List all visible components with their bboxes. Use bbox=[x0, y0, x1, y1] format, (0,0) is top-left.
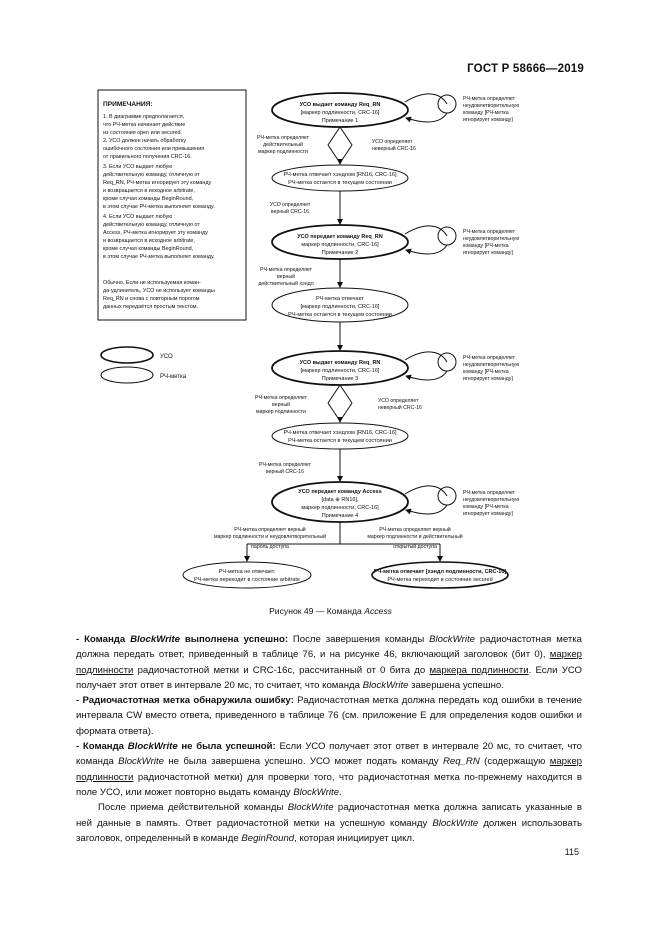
svg-text:Обычно, Если не используемая к: Обычно, Если не используемая коман- bbox=[103, 280, 201, 286]
r3-label-4: игнорирует команду] bbox=[463, 250, 513, 256]
svg-text:2. УСО должен начать обработку: 2. УСО должен начать обработку bbox=[103, 138, 187, 144]
n7-line1: УСО передает команду Access bbox=[298, 489, 382, 495]
page-number: 115 bbox=[564, 847, 579, 857]
paragraph-failure: - Команда BlockWrite не была успешной: Если УСО получает этот ответ в интервале 20 мс, то считает, что команда BlockWrite не была завершена успешно. УСО может подать команду Req_RN (содержащую маркер подлинности радиочастотной метки) для проверки того, что радиочастотная метка по-прежнему находится в поле УСО, или может повторно выдать команду BlockWrite. bbox=[76, 741, 582, 798]
svg-text:в этом случае РЧ-метка выполня: в этом случае РЧ-метка выполняет команду. bbox=[103, 254, 215, 260]
r5-label-2: неудовлетворительную bbox=[463, 362, 520, 368]
end-left-line1: РЧ-метка не отвечает. bbox=[218, 569, 276, 575]
svg-text:от правильного получения CRC-1: от правильного получения CRC-16. bbox=[103, 154, 192, 160]
svg-text:ошибочного состояния или превы: ошибочного состояния или превышения bbox=[103, 146, 205, 152]
b-right-label-3: открытый доступа bbox=[393, 544, 437, 550]
svg-text:что РЧ-метка начинает действие: что РЧ-метка начинает действие bbox=[103, 122, 186, 128]
l6-label-2: верный CRC-16 bbox=[265, 469, 305, 475]
r7-label-1: РЧ-метка определяет bbox=[463, 490, 516, 496]
svg-text:из состояния open или secured.: из состояния open или secured. bbox=[103, 130, 182, 136]
svg-text:в этом случае РЧ-метка выполня: в этом случае РЧ-метка выполняет команду. bbox=[103, 204, 215, 210]
svg-text:и возвращается в исходное arbi: и возвращается в исходное arbitrate, bbox=[103, 188, 195, 194]
d5-label-1: УСО определяет bbox=[378, 398, 419, 404]
n1-line3: Примечание 1 bbox=[321, 118, 359, 124]
end-right-line2: РЧ-метка переходит в состояние secured bbox=[387, 577, 493, 583]
b-left-label-1: РЧ-метка определяет верный bbox=[234, 527, 306, 533]
r3-label-1: РЧ-метка определяет bbox=[463, 229, 516, 235]
svg-text:1. В диаграмме предполагается,: 1. В диаграмме предполагается, bbox=[103, 114, 185, 120]
l5-label-1: РЧ-метка определяет bbox=[254, 395, 308, 401]
r5-label-4: игнорирует команду] bbox=[463, 376, 513, 382]
l5-label-2: верный bbox=[272, 402, 290, 408]
n4-line1: РЧ-метка отвечает bbox=[316, 296, 364, 302]
n1-line2: [маркер подлинности, CRC-16] bbox=[300, 110, 380, 116]
d1-label-2: неверный CRC-16 bbox=[372, 146, 416, 152]
n6-line2: РЧ-метка остается в текущем состоянии bbox=[288, 438, 392, 444]
svg-text:Access, РЧ-метка игнорирует эт: Access, РЧ-метка игнорирует эту команду bbox=[103, 230, 208, 236]
notes-title: ПРИМЕЧАНИЯ: bbox=[103, 101, 153, 108]
svg-text:действительную команду, отличн: действительную команду, отличную от bbox=[103, 222, 200, 228]
n1-line1: УСО выдает команду Req_RN bbox=[299, 102, 381, 108]
notes-text bbox=[103, 101, 215, 310]
n5-line2: [маркер подлинности, CRC-16] bbox=[300, 368, 380, 374]
standard-code: ГОСТ Р 58666—2019 bbox=[467, 63, 584, 75]
r7-label-3: команду [РЧ-метка bbox=[463, 504, 509, 510]
svg-text:кроме случая команды BeginRoun: кроме случая команды BeginRound, bbox=[103, 196, 194, 202]
l2-label-2: верный CRC-16 bbox=[270, 209, 310, 215]
l1-label-3: маркер подлинности bbox=[258, 149, 308, 155]
legend-rdr-label: УСО bbox=[160, 354, 173, 360]
n2-line2: РЧ-метка остается в текущем состоянии bbox=[288, 180, 392, 186]
node-tag-reply-handle-1 bbox=[272, 165, 408, 191]
r7-label-2: неудовлетворительную bbox=[463, 497, 520, 503]
n3-line1: УСО передает команду Req_RN bbox=[297, 234, 383, 240]
svg-text:4. Если УСО выдает любую: 4. Если УСО выдает любую bbox=[103, 214, 173, 220]
n5-line3: Примечание 3 bbox=[321, 376, 359, 382]
end-right-line1: РЧ-метка отвечает [хэндл подлинности, CRC-16] bbox=[373, 569, 507, 575]
b-left-label-3: пароль доступа bbox=[251, 544, 289, 550]
l1-label-1: РЧ-метка определяет bbox=[256, 135, 310, 141]
l2-label-1: УСО определяет bbox=[269, 202, 311, 208]
l6-label-1: РЧ-метка определяет bbox=[258, 462, 312, 468]
l3-label-3: действительный хэндл bbox=[258, 281, 314, 287]
r1-label-1: РЧ-метка определяет bbox=[463, 96, 516, 102]
legend-tag-label: РЧ-метка bbox=[160, 374, 187, 380]
svg-text:кроме случая команды BeginRoun: кроме случая команды BeginRound, bbox=[103, 246, 194, 252]
r3-label-3: команду [РЧ-метка bbox=[463, 243, 509, 249]
l1-label-2: действительный bbox=[263, 142, 303, 148]
svg-text:действительную команду, отличн: действительную команду, отличную от bbox=[103, 172, 200, 178]
n2-line1: РЧ-метка отвечает хэндлом [RN16, CRC-16] bbox=[283, 172, 397, 178]
node-tag-reply-handle-3 bbox=[272, 423, 408, 449]
r3-label-2: неудовлетворительную bbox=[463, 236, 520, 242]
r7-label-4: игнорирует команду] bbox=[463, 511, 513, 517]
end-left-line2: РЧ-метка переходит в состояние arbitrate bbox=[194, 577, 300, 583]
paragraph-success: - Команда BlockWrite выполнена успешно: После завершения команды BlockWrite радиочастотная метка должна передать ответ, приведенный в таблице 76, и на рисунке 46, включающий заголовок (бит 0), маркер подлинности радиочастотной метки и CRC-16с, рассчитанный от 0 бита до маркера подлинности. Если УСО получает этот ответ в интервале 20 мс, то считает, что команда BlockWrite завершена успешно. bbox=[76, 634, 582, 691]
n4-line3: РЧ-метка остается в текущем состоянии bbox=[288, 312, 392, 318]
paragraph-after-receipt: После приема действительной команды BlockWrite радиочастотная метка должна записать указанные в ней данные в память. Ответ радиочастотной метки на успешную команду BlockWrite должен использовать заголовок, определенный в команде BeginRound, которая инициирует цикл. bbox=[76, 802, 582, 844]
l3-label-2: верный bbox=[277, 274, 295, 280]
b-right-label-2: маркер подлинности и действительный bbox=[367, 534, 463, 540]
svg-text:да-удлинитель, УСО не использу: да-удлинитель, УСО не использует команды bbox=[103, 288, 215, 294]
l5-label-3: маркер подлинности bbox=[256, 409, 306, 415]
d1-label-1: УСО определяет bbox=[372, 139, 413, 145]
r1-label-3: команду [РЧ-метка bbox=[463, 110, 509, 116]
r5-label-3: команду [РЧ-метка bbox=[463, 369, 509, 375]
n6-line1: РЧ-метка отвечает хэндлом [RN16, CRC-16] bbox=[283, 430, 397, 436]
legend-tag-shape bbox=[101, 367, 153, 383]
svg-text:3. Если УСО выдает любую: 3. Если УСО выдает любую bbox=[103, 164, 173, 170]
svg-text:Req_RN и снова с повторным пор: Req_RN и снова с повторным порогом bbox=[103, 296, 200, 302]
r5-label-1: РЧ-метка определяет bbox=[463, 355, 516, 361]
r1-label-4: игнорирует команду] bbox=[463, 117, 513, 123]
r1-label-2: неудовлетворительную bbox=[463, 103, 520, 109]
svg-text:и возвращается в исходное arbi: и возвращается в исходное arbitrate, bbox=[103, 238, 195, 244]
node-end-arbitrate bbox=[183, 562, 311, 588]
n4-line2: [маркер подлинности, CRC-16] bbox=[300, 304, 380, 310]
n7-line4: Примечание 4 bbox=[321, 513, 359, 519]
n5-line1: УСО выдает команду Req_RN bbox=[299, 360, 381, 366]
n3-line2: маркер подлинности, CRC-16] bbox=[301, 242, 379, 248]
d5-label-2: неверный CRC-16 bbox=[378, 405, 422, 411]
paragraph-error: - Радиочастотная метка обнаружила ошибку: Радиочастотная метка должна передать код ошибки в течение интервала CW вместо ответа, приведенного в таблице 76 (см. приложение Е для определения кодов ошибки и формата ответа). bbox=[76, 695, 582, 737]
b-left-label-2: маркер подлинности и неудовлетворительный bbox=[213, 534, 327, 540]
l3-label-1: РЧ-метка определяет bbox=[259, 267, 313, 273]
n3-line3: Примечание 2 bbox=[321, 250, 359, 256]
n7-line2: [data ⊕ RN16], bbox=[321, 497, 359, 503]
n7-line3: маркер подлинности, CRC-16] bbox=[301, 505, 379, 511]
body-text bbox=[76, 632, 582, 846]
b-right-label-1: РЧ-метка определяет верный bbox=[379, 527, 451, 533]
figure-caption: Рисунок 49 — Команда Access bbox=[269, 606, 392, 616]
node-end-secured bbox=[372, 562, 508, 588]
svg-text:данных передаётся простым текс: данных передаётся простым текстом. bbox=[103, 304, 198, 310]
svg-text:Req_RN, РЧ-метка игнорирует эт: Req_RN, РЧ-метка игнорирует эту команду bbox=[103, 180, 212, 186]
legend-rdr-shape bbox=[101, 347, 153, 363]
